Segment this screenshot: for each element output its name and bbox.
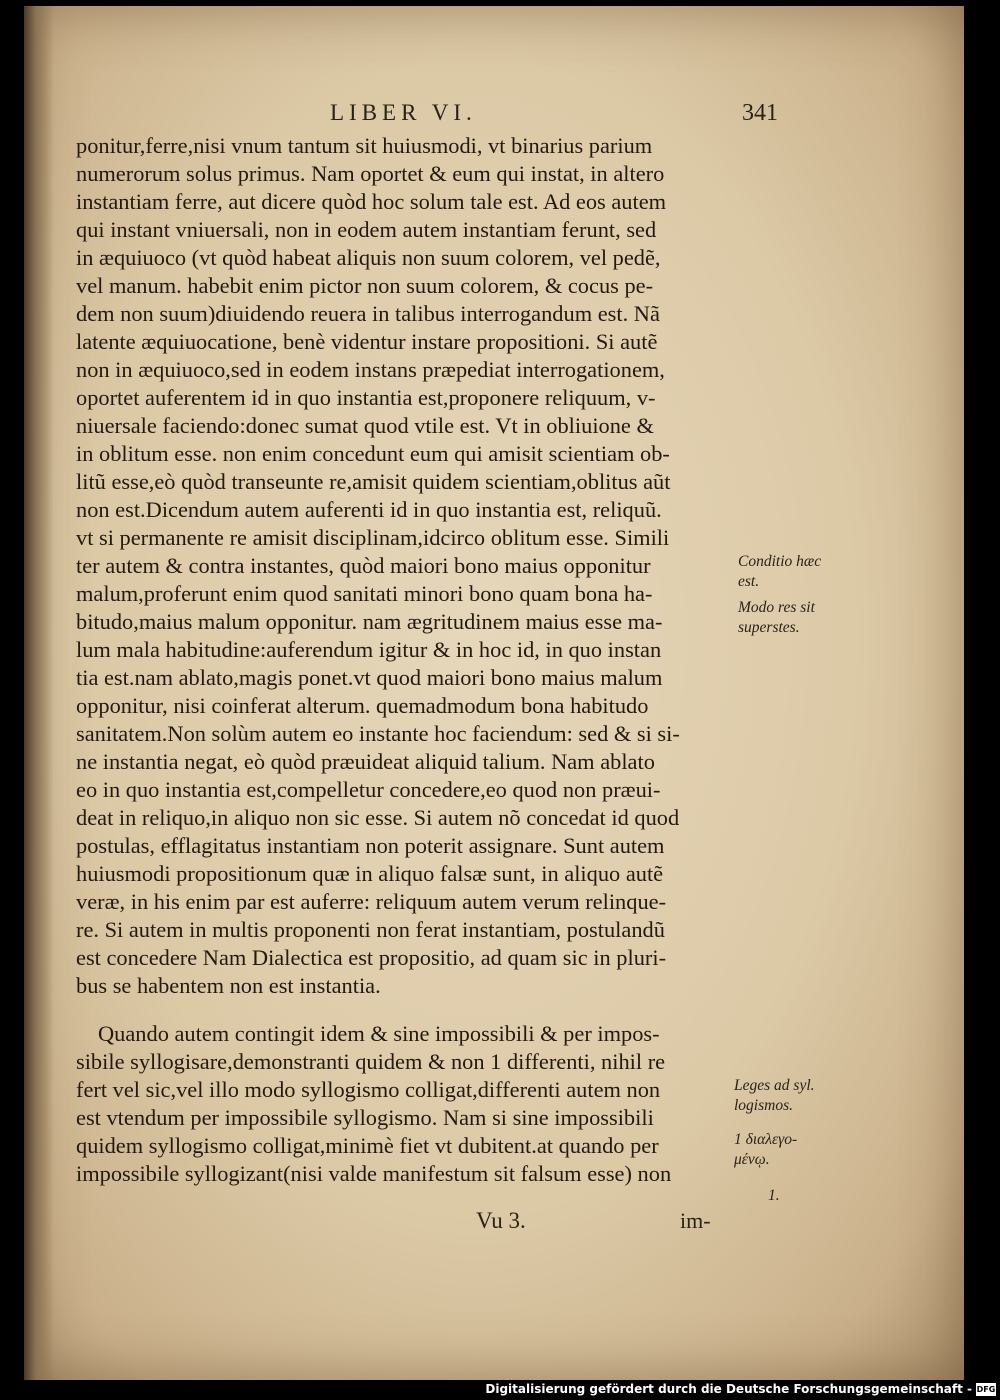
text-line: postulas, efflagitatus instantiam non poterit assignare. Sunt autem <box>76 833 665 858</box>
page-binding-shadow <box>24 6 54 1380</box>
text-line: bitudo,maius malum opponitur. nam ægritudinem maius esse ma- <box>76 609 663 634</box>
page-number: 341 <box>742 100 778 126</box>
margin-note-line: Conditio hæc <box>738 553 822 570</box>
book-page <box>24 6 964 1380</box>
text-line: niuersale faciendo:donec sumat quod vtile est. Vt in obliuione & <box>76 413 654 438</box>
text-line: non est.Dicendum autem auferenti id in quo instantia est, reliquũ. <box>76 497 662 522</box>
text-line: malum,proferunt enim quod sanitati minori bono quam bona ha- <box>76 581 653 606</box>
margin-note-greek <box>734 1130 797 1170</box>
margin-note-modo <box>738 598 815 638</box>
text-line: numerorum solus primus. Nam oportet & eum qui instat, in altero <box>76 161 665 186</box>
text-line: oportet auferentem id in quo instantia est,proponere reliquum, v- <box>76 385 656 410</box>
text-line: in æquiuoco (vt quòd habeat aliquis non suum colorem, vel pedẽ, <box>76 245 661 270</box>
text-line: sibile syllogisare,demonstranti quidem & non 1 differenti, nihil re <box>76 1049 666 1074</box>
text-line: latente æquiuocatione, benè videntur instare propositioni. Si autẽ <box>76 329 658 354</box>
text-line: impossibile syllogizant(nisi valde manifestum sit falsum esse) non <box>76 1161 672 1186</box>
text-line: huiusmodi propositionum quæ in aliquo falsæ sunt, in aliquo autẽ <box>76 861 664 886</box>
margin-note-line: μένῳ. <box>734 1151 770 1168</box>
text-line: est concedere Nam Dialectica est propositio, ad quam sic in pluri- <box>76 945 667 970</box>
margin-note-number: 1. <box>768 1187 780 1204</box>
text-line: bus se habentem non est instantia. <box>76 973 381 998</box>
text-line: instantiam ferre, aut dicere quòd hoc solum tale est. Ad eos autem <box>76 189 667 214</box>
dfg-logo-icon: DFG <box>976 1385 996 1394</box>
text-line: vel manum. habebit enim pictor non suum colorem, & cocus pe- <box>76 273 654 298</box>
text-line: ne instantia negat, eò quòd præuideat aliquid talium. Nam ablato <box>76 749 655 774</box>
margin-note-conditio <box>738 552 821 592</box>
text-line: fert vel sic,vel illo modo syllogismo colligat,differenti autem non <box>76 1077 661 1102</box>
text-line: veræ, in his enim par est auferre: reliquum autem verum relinque- <box>76 889 667 914</box>
digitization-footer <box>0 1380 1000 1400</box>
catchword: im- <box>680 1208 711 1233</box>
margin-note-line: superstes. <box>738 619 800 636</box>
margin-note-line: est. <box>738 573 760 590</box>
text-line: non in æquiuoco,sed in eodem instans præpediat interrogationem, <box>76 357 665 382</box>
running-head: LIBER VI. <box>330 100 477 125</box>
text-line: dem non suum)diuidendo reuera in talibus interrogandum est. Nã <box>76 301 660 326</box>
text-line: tia est.nam ablato,magis ponet.vt quod maiori bono maius malum <box>76 665 663 690</box>
text-line: ter autem & contra instantes, quòd maiori bono maius opponitur <box>76 553 651 578</box>
text-line: vt si permanente re amisit disciplinam,idcirco oblitum esse. Simili <box>76 525 670 550</box>
text-line: ponitur,ferre,nisi vnum tantum sit huiusmodi, vt binarius parium <box>76 133 653 158</box>
text-line: in oblitum esse. non enim concedunt eum qui amisit scientiam ob- <box>76 441 670 466</box>
margin-note-leges <box>734 1076 815 1116</box>
main-text-block <box>76 132 744 1188</box>
text-line: quidem syllogismo colligat,minimè fiet vt dubitent.at quando per <box>76 1133 659 1158</box>
margin-note-line: Leges ad syl. <box>734 1077 815 1094</box>
signature-mark: Vu 3. <box>476 1208 526 1233</box>
text-line: re. Si autem in multis proponenti non ferat instantiam, postulandũ <box>76 917 665 942</box>
text-line: eo in quo instantia est,compelletur concedere,eo quod non præui- <box>76 777 661 802</box>
text-line: litũ esse,eò quòd transeunte re,amisit quidem scientiam,oblitus aũt <box>76 469 671 494</box>
text-line: lum mala habitudine:auferendum igitur & in hoc id, in quo instan <box>76 637 662 662</box>
text-line: qui instant vniuersali, non in eodem autem instantiam ferunt, sed <box>76 217 657 242</box>
margin-note-line: 1 διαλεγο- <box>734 1131 798 1148</box>
text-line: est vtendum per impossibile syllogismo. Nam si sine impossibili <box>76 1105 654 1130</box>
text-line: opponitur, nisi coinferat alterum. quemadmodum bona habitudo <box>76 693 649 718</box>
margin-note-line: logismos. <box>734 1097 793 1114</box>
paragraph-start-line: Quando autem contingit idem & sine impossibili & per impos- <box>98 1021 660 1046</box>
digitization-note: Digitalisierung gefördert durch die Deutsche Forschungsgemeinschaft - <box>485 1382 972 1396</box>
text-line: sanitatem.Non solùm autem eo instante hoc faciendum: sed & si si- <box>76 721 680 746</box>
margin-note-line: Modo res sit <box>738 599 815 616</box>
text-line: deat in reliquo,in aliquo non sic esse. Si autem nõ concedat id quod <box>76 805 680 830</box>
